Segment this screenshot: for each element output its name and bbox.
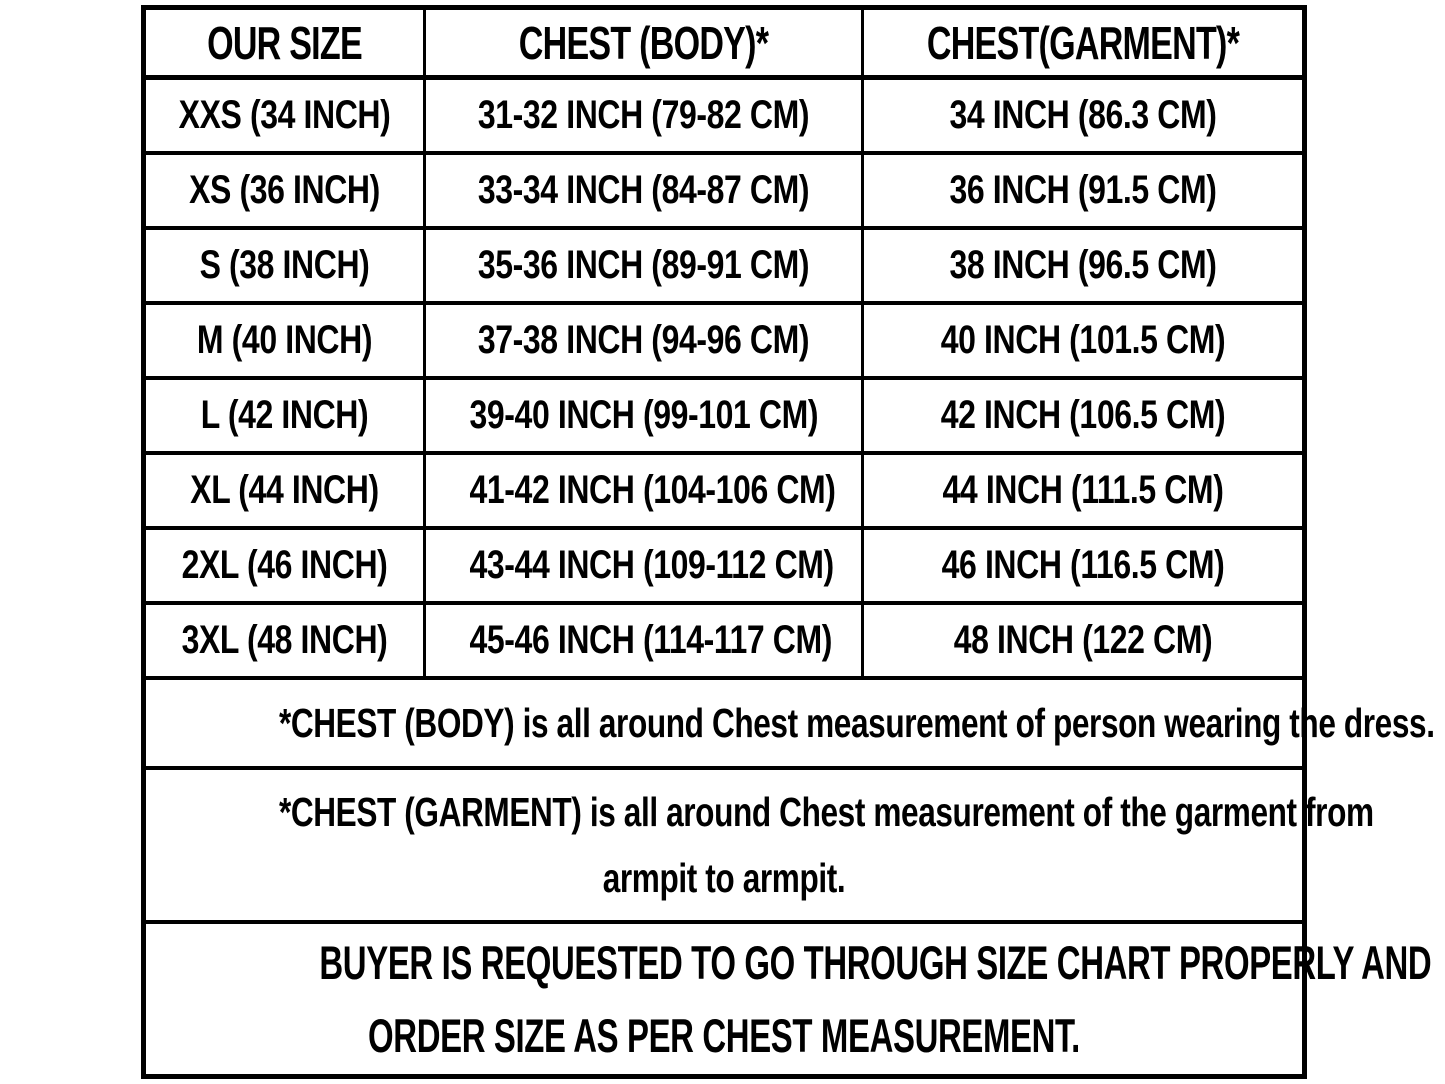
chest-body-cell [425,228,863,303]
note-chest-garment-line-1: *CHEST (GARMENT) is all around Chest measurement of the garment from [278,788,1374,835]
size-label: L (42 INCH) [200,392,369,437]
size-cell [144,603,425,678]
size-cell [144,378,425,453]
chest-garment-cell [863,378,1305,453]
chest-body-cell [425,378,863,453]
chest-body-cell [425,453,863,528]
note-chest-body-text: *CHEST (BODY) is all around Chest measurement of person wearing the dress. [278,699,1435,746]
table-row-xl [144,453,1305,528]
header-cell-our-size [144,8,425,78]
note-row-buyer-request [144,922,1305,1077]
size-label: XS (36 INCH) [189,167,380,212]
size-label: 2XL (46 INCH) [181,542,388,587]
header-cell-chest-garment [863,8,1305,78]
chest-body-cell [425,78,863,153]
chest-body-cell [425,153,863,228]
note-row-chest-garment [144,768,1305,922]
size-cell [144,228,425,303]
chest-garment-value: 48 INCH (122 CM) [953,617,1213,662]
note-buyer-request-cell [144,922,1432,1077]
size-label: XXS (34 INCH) [178,92,391,137]
chest-garment-value: 44 INCH (111.5 CM) [942,467,1224,512]
table-row-xs [144,153,1305,228]
chest-garment-cell [863,78,1305,153]
chest-garment-cell [863,453,1305,528]
header-label: CHEST (BODY)* [518,16,769,69]
header-label: CHEST(GARMENT)* [926,16,1240,69]
size-cell [144,453,425,528]
size-label: S (38 INCH) [199,242,370,287]
chest-garment-cell [863,528,1305,603]
chest-body-value: 43-44 INCH (109-112 CM) [469,542,834,587]
size-label: 3XL (48 INCH) [181,617,388,662]
chest-body-value: 31-32 INCH (79-82 CM) [477,92,810,137]
table-header-row [144,8,1305,78]
size-cell [144,78,425,153]
chest-garment-value: 36 INCH (91.5 CM) [949,167,1217,212]
note-row-chest-body [144,678,1305,768]
note-chest-body-cell [144,678,1435,768]
chest-body-value: 39-40 INCH (99-101 CM) [469,392,819,437]
chest-body-value: 41-42 INCH (104-106 CM) [469,467,836,512]
chest-body-value: 45-46 INCH (114-117 CM) [469,617,833,662]
table-row-2xl [144,528,1305,603]
chest-body-value: 33-34 INCH (84-87 CM) [477,167,810,212]
note-chest-garment-cell [144,768,1374,922]
note-buyer-request-line-2: ORDER SIZE AS PER CHEST MEASUREMENT. [368,1008,1080,1062]
header-cell-chest-body [425,8,863,78]
chest-garment-cell [863,303,1305,378]
chest-body-cell [425,603,863,678]
chest-garment-cell [863,228,1305,303]
chest-garment-value: 38 INCH (96.5 CM) [949,242,1217,287]
size-cell [144,153,425,228]
chest-garment-value: 34 INCH (86.3 CM) [949,92,1217,137]
note-chest-garment-line-2: armpit to armpit. [602,854,846,901]
table-row-3xl [144,603,1305,678]
table-row-s [144,228,1305,303]
chest-garment-cell [863,603,1305,678]
size-chart-table [141,5,1435,1079]
size-cell [144,303,425,378]
chest-body-cell [425,528,863,603]
chest-garment-value: 42 INCH (106.5 CM) [940,392,1226,437]
chest-garment-value: 40 INCH (101.5 CM) [940,317,1226,362]
table-row-xxs [144,78,1305,153]
chest-body-value: 37-38 INCH (94-96 CM) [477,317,810,362]
chest-garment-value: 46 INCH (116.5 CM) [941,542,1225,587]
chest-body-value: 35-36 INCH (89-91 CM) [477,242,810,287]
table-row-m [144,303,1305,378]
chest-body-cell [425,303,863,378]
chest-garment-cell [863,153,1305,228]
size-label: XL (44 INCH) [190,467,379,512]
size-label: M (40 INCH) [196,317,373,362]
size-cell [144,528,425,603]
note-buyer-request-line-1: BUYER IS REQUESTED TO GO THROUGH SIZE CHART PROPERLY AND [319,935,1432,989]
table-row-l [144,378,1305,453]
header-label: OUR SIZE [207,16,362,69]
